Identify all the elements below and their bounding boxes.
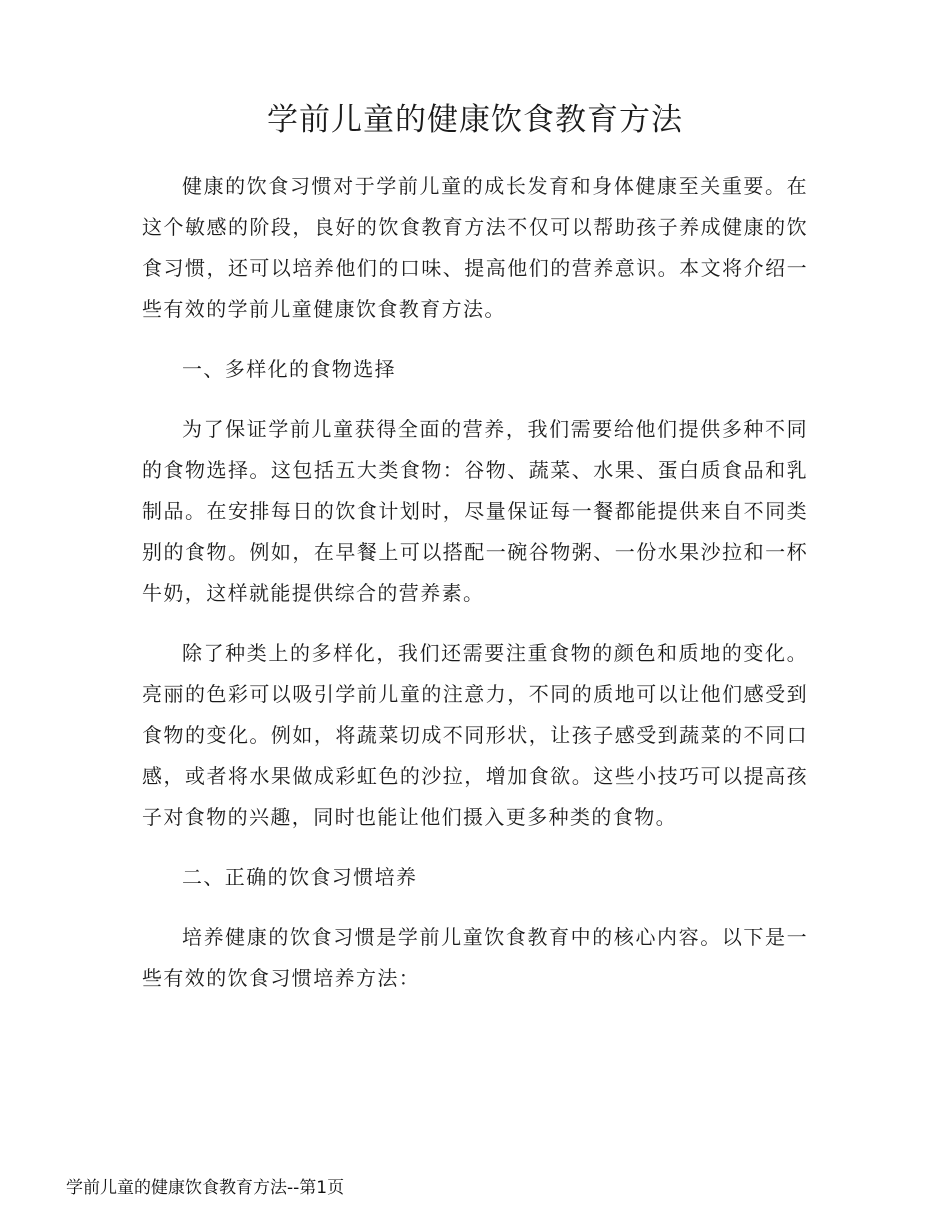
paragraph-habits: 培养健康的饮食习惯是学前儿童饮食教育中的核心内容。以下是一些有效的饮食习惯培养方法： (142, 925, 808, 990)
section-heading-2: 二、正确的饮食习惯培养 (182, 865, 418, 889)
page-footer: 学前儿童的健康饮食教育方法--第1页 (66, 1178, 345, 1198)
document-body (142, 166, 808, 1018)
paragraph-color-texture: 除了种类上的多样化，我们还需要注重食物的颜色和质地的变化。亮丽的色彩可以吸引学前儿童的注意力，不同的质地可以让他们感受到食物的变化。例如，将蔬菜切成不同形状，让孩子感受到蔬菜的不同口感，或者将水果做成彩虹色的沙拉，增加食欲。这些小技巧可以提高孩子对食物的兴趣，同时也能让他们摄入更多种类的食物。 (142, 641, 808, 829)
paragraph-food-variety: 为了保证学前儿童获得全面的营养，我们需要给他们提供多种不同的食物选择。这包括五大类食物：谷物、蔬菜、水果、蛋白质食品和乳制品。在安排每日的饮食计划时，尽量保证每一餐都能提供来自不同类别的食物。例如，在早餐上可以搭配一碗谷物粥、一份水果沙拉和一杯牛奶，这样就能提供综合的营养素。 (142, 417, 808, 605)
document-title: 学前儿童的健康饮食教育方法 (267, 102, 683, 138)
intro-paragraph: 健康的饮食习惯对于学前儿童的成长发育和身体健康至关重要。在这个敏感的阶段，良好的饮食教育方法不仅可以帮助孩子养成健康的饮食习惯，还可以培养他们的口味、提高他们的营养意识。本文将介绍一些有效的学前儿童健康饮食教育方法。 (142, 174, 808, 321)
section-heading-1: 一、多样化的食物选择 (182, 357, 396, 381)
